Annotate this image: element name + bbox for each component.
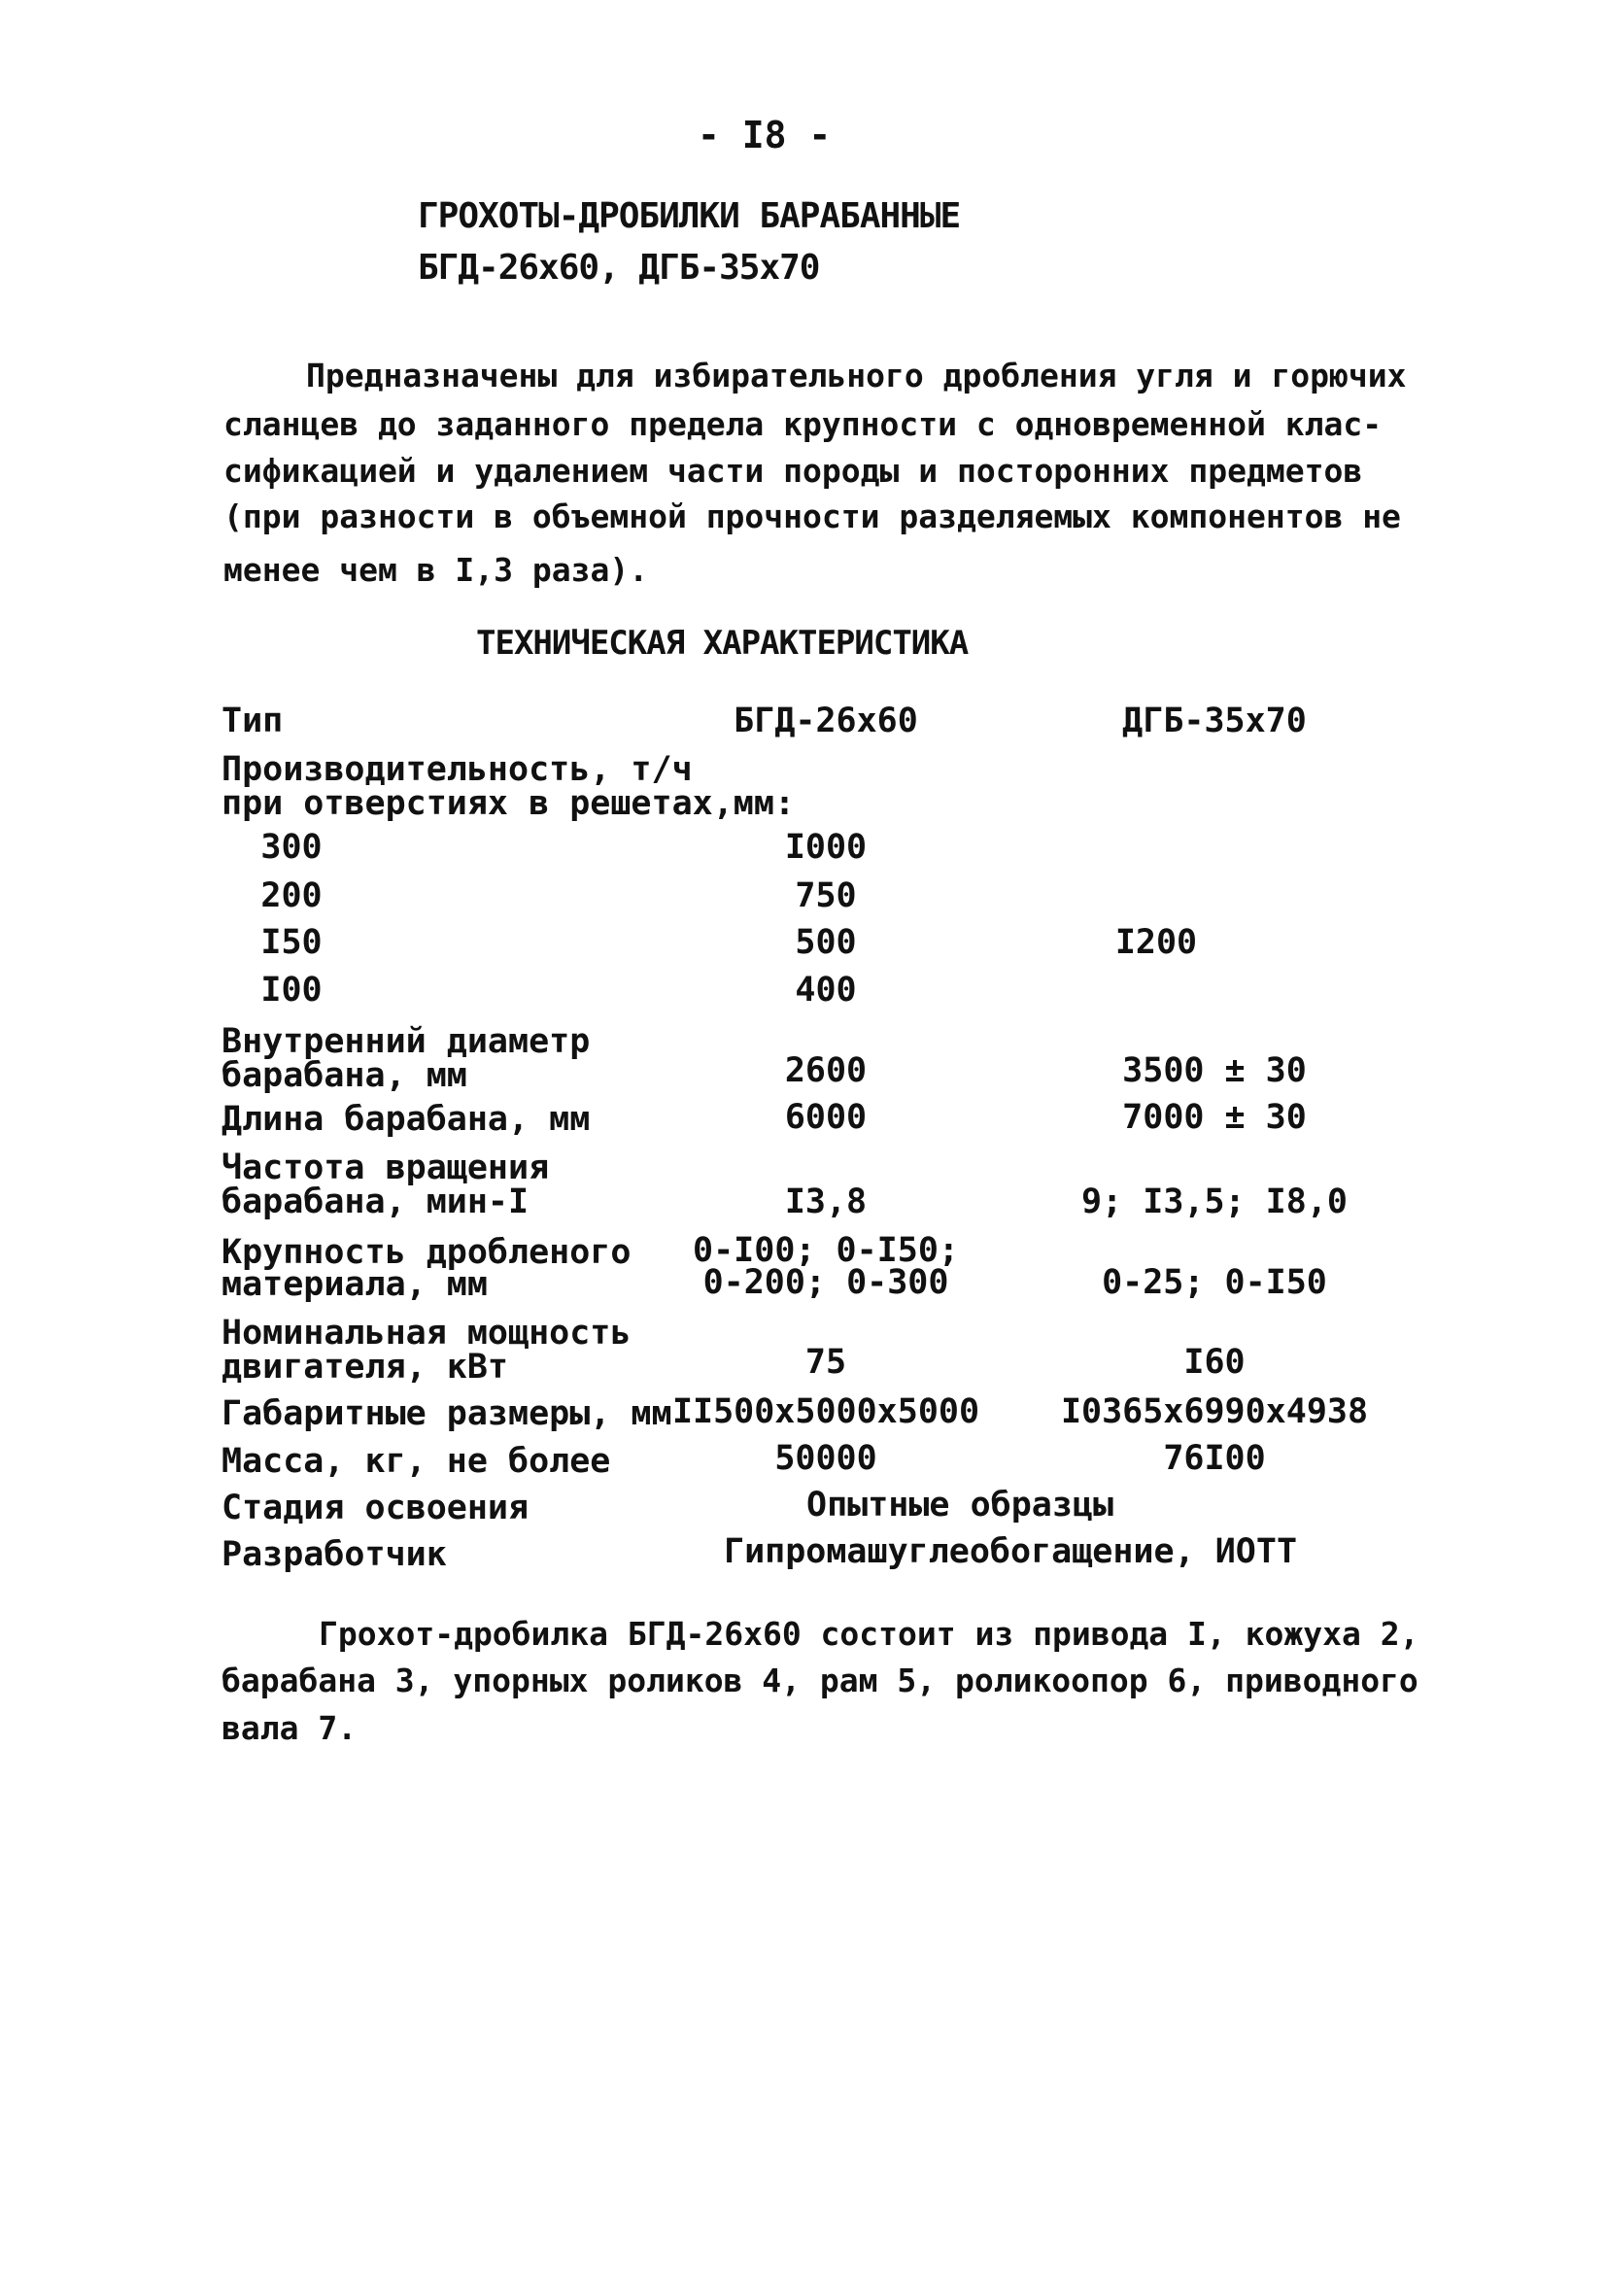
productivity-col1: 400: [795, 971, 857, 1010]
fraction-col1-line1: 0-I00; 0-I50;: [693, 1231, 959, 1270]
rotation-sublabel: барабана, мин-I: [222, 1182, 530, 1221]
power-sublabel: двигателя, кВт: [222, 1348, 509, 1387]
section-title: ТЕХНИЧЕСКАЯ ХАРАКТЕРИСТИКА: [476, 624, 969, 663]
page-number: - I8 -: [698, 114, 832, 156]
description-line: барабана 3, упорных роликов 4, рам 5, роликоопор 6, приводного: [222, 1662, 1418, 1699]
sieve-size: I50: [260, 923, 323, 962]
document-title: ГРОХОТЫ-ДРОБИЛКИ БАРАБАННЫЕ: [418, 196, 961, 236]
productivity-label: Производительность, т/ч: [222, 750, 693, 789]
diameter-col1: 2600: [784, 1051, 868, 1090]
developer-value: Гипромашуглеобогащение, ИОТТ: [724, 1532, 1298, 1571]
type-label: Тип: [222, 702, 284, 740]
intro-line: (при разности в объемной прочности разделяемых компонентов не: [223, 497, 1401, 535]
document-subtitle: БГД-26х60, ДГБ-35х70: [418, 248, 820, 288]
intro-line: Предназначены для избирательного дробления угля и горючих: [306, 357, 1407, 394]
stage-value: Опытные образцы: [806, 1486, 1114, 1525]
type-col2: ДГБ-35х70: [1122, 702, 1307, 740]
length-col1: 6000: [784, 1098, 868, 1137]
description-line: вала 7.: [222, 1709, 358, 1747]
dimensions-col1: II500х5000х5000: [671, 1392, 980, 1431]
productivity-col1: 750: [795, 876, 857, 915]
diameter-label: Внутренний диаметр: [222, 1022, 591, 1061]
power-col1: 75: [804, 1343, 847, 1382]
productivity-col2: I200: [1114, 923, 1198, 962]
productivity-sublabel: при отверстиях в решетах,мм:: [222, 784, 796, 823]
dimensions-col2: I0365х6990х4938: [1060, 1392, 1369, 1431]
mass-col2: 76I00: [1163, 1439, 1266, 1478]
length-col2: 7000 ± 30: [1122, 1098, 1307, 1137]
productivity-col1: I000: [784, 828, 868, 867]
power-col2: I60: [1183, 1343, 1246, 1382]
length-label: Длина барабана, мм: [222, 1100, 591, 1139]
fraction-label: Крупность дробленого: [222, 1233, 632, 1272]
description-line: Грохот-дробилка БГД-26х60 состоит из привода I, кожуха 2,: [319, 1615, 1419, 1653]
stage-label: Стадия освоения: [222, 1489, 530, 1527]
developer-label: Разработчик: [222, 1535, 447, 1574]
mass-col1: 50000: [774, 1439, 877, 1478]
dimensions-label: Габаритные размеры, мм: [222, 1394, 672, 1433]
rotation-col1: I3,8: [784, 1182, 868, 1221]
intro-line: сланцев до заданного предела крупности с одновременной клас-: [223, 405, 1383, 443]
diameter-sublabel: барабана, мм: [222, 1056, 467, 1095]
mass-label: Масса, кг, не более: [222, 1442, 611, 1481]
sieve-size: 300: [260, 828, 323, 867]
rotation-col2: 9; I3,5; I8,0: [1081, 1182, 1348, 1221]
fraction-col2: 0-25; 0-I50: [1102, 1263, 1327, 1302]
fraction-sublabel: материала, мм: [222, 1265, 488, 1304]
diameter-col2: 3500 ± 30: [1122, 1051, 1307, 1090]
rotation-label: Частота вращения: [222, 1148, 550, 1187]
power-label: Номинальная мощность: [222, 1314, 632, 1353]
intro-line: менее чем в I,3 раза).: [223, 551, 649, 589]
fraction-col1-line2: 0-200; 0-300: [702, 1263, 949, 1302]
type-col1: БГД-26х60: [734, 702, 918, 740]
sieve-size: 200: [260, 876, 323, 915]
intro-line: сификацией и удалением части породы и посторонних предметов: [223, 452, 1363, 490]
productivity-col1: 500: [795, 923, 857, 962]
sieve-size: I00: [260, 971, 323, 1010]
